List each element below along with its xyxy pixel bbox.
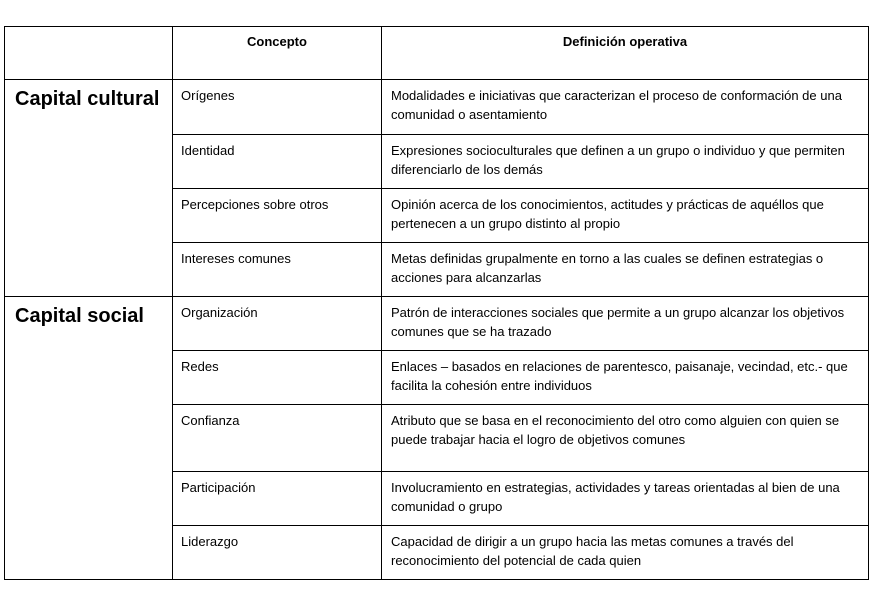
header-definition: Definición operativa	[382, 27, 869, 80]
concept-cell: Percepciones sobre otros	[173, 189, 382, 243]
definition-cell: Involucramiento en estrategias, actividades y tareas orientadas al bien de una comunidad o grupo	[382, 472, 869, 526]
concept-cell: Intereses comunes	[173, 243, 382, 297]
header-empty-cell	[5, 27, 173, 80]
definition-cell: Atributo que se basa en el reconocimiento del otro como alguien con quien se puede trabajar hacia el logro de objetivos comunes	[382, 405, 869, 472]
concept-cell: Redes	[173, 351, 382, 405]
definition-cell: Patrón de interacciones sociales que permite a un grupo alcanzar los objetivos comunes que se ha trazado	[382, 297, 869, 351]
concept-cell: Liderazgo	[173, 526, 382, 580]
concept-cell: Orígenes	[173, 80, 382, 135]
definition-cell: Modalidades e iniciativas que caracterizan el proceso de conformación de una comunidad o asentamiento	[382, 80, 869, 135]
concept-cell: Organización	[173, 297, 382, 351]
table-row	[5, 80, 869, 135]
concepts-table	[4, 26, 869, 580]
definition-cell: Expresiones socioculturales que definen a un grupo o individuo y que permiten diferenciarlo de los demás	[382, 135, 869, 189]
concept-cell: Identidad	[173, 135, 382, 189]
definition-cell: Capacidad de dirigir a un grupo hacia las metas comunes a través del reconocimiento del potencial de cada quien	[382, 526, 869, 580]
table-row	[5, 297, 869, 351]
header-concept: Concepto	[173, 27, 382, 80]
definition-cell: Enlaces – basados en relaciones de parentesco, paisanaje, vecindad, etc.- que facilita la cohesión entre individuos	[382, 351, 869, 405]
group-label-capital-cultural: Capital cultural	[5, 80, 173, 297]
concept-cell: Confianza	[173, 405, 382, 472]
group-label-capital-social: Capital social	[5, 297, 173, 580]
definition-cell: Metas definidas grupalmente en torno a las cuales se definen estrategias o acciones para alcanzarlas	[382, 243, 869, 297]
concept-cell: Participación	[173, 472, 382, 526]
definition-cell: Opinión acerca de los conocimientos, actitudes y prácticas de aquéllos que pertenecen a un grupo distinto al propio	[382, 189, 869, 243]
header-row	[5, 27, 869, 80]
